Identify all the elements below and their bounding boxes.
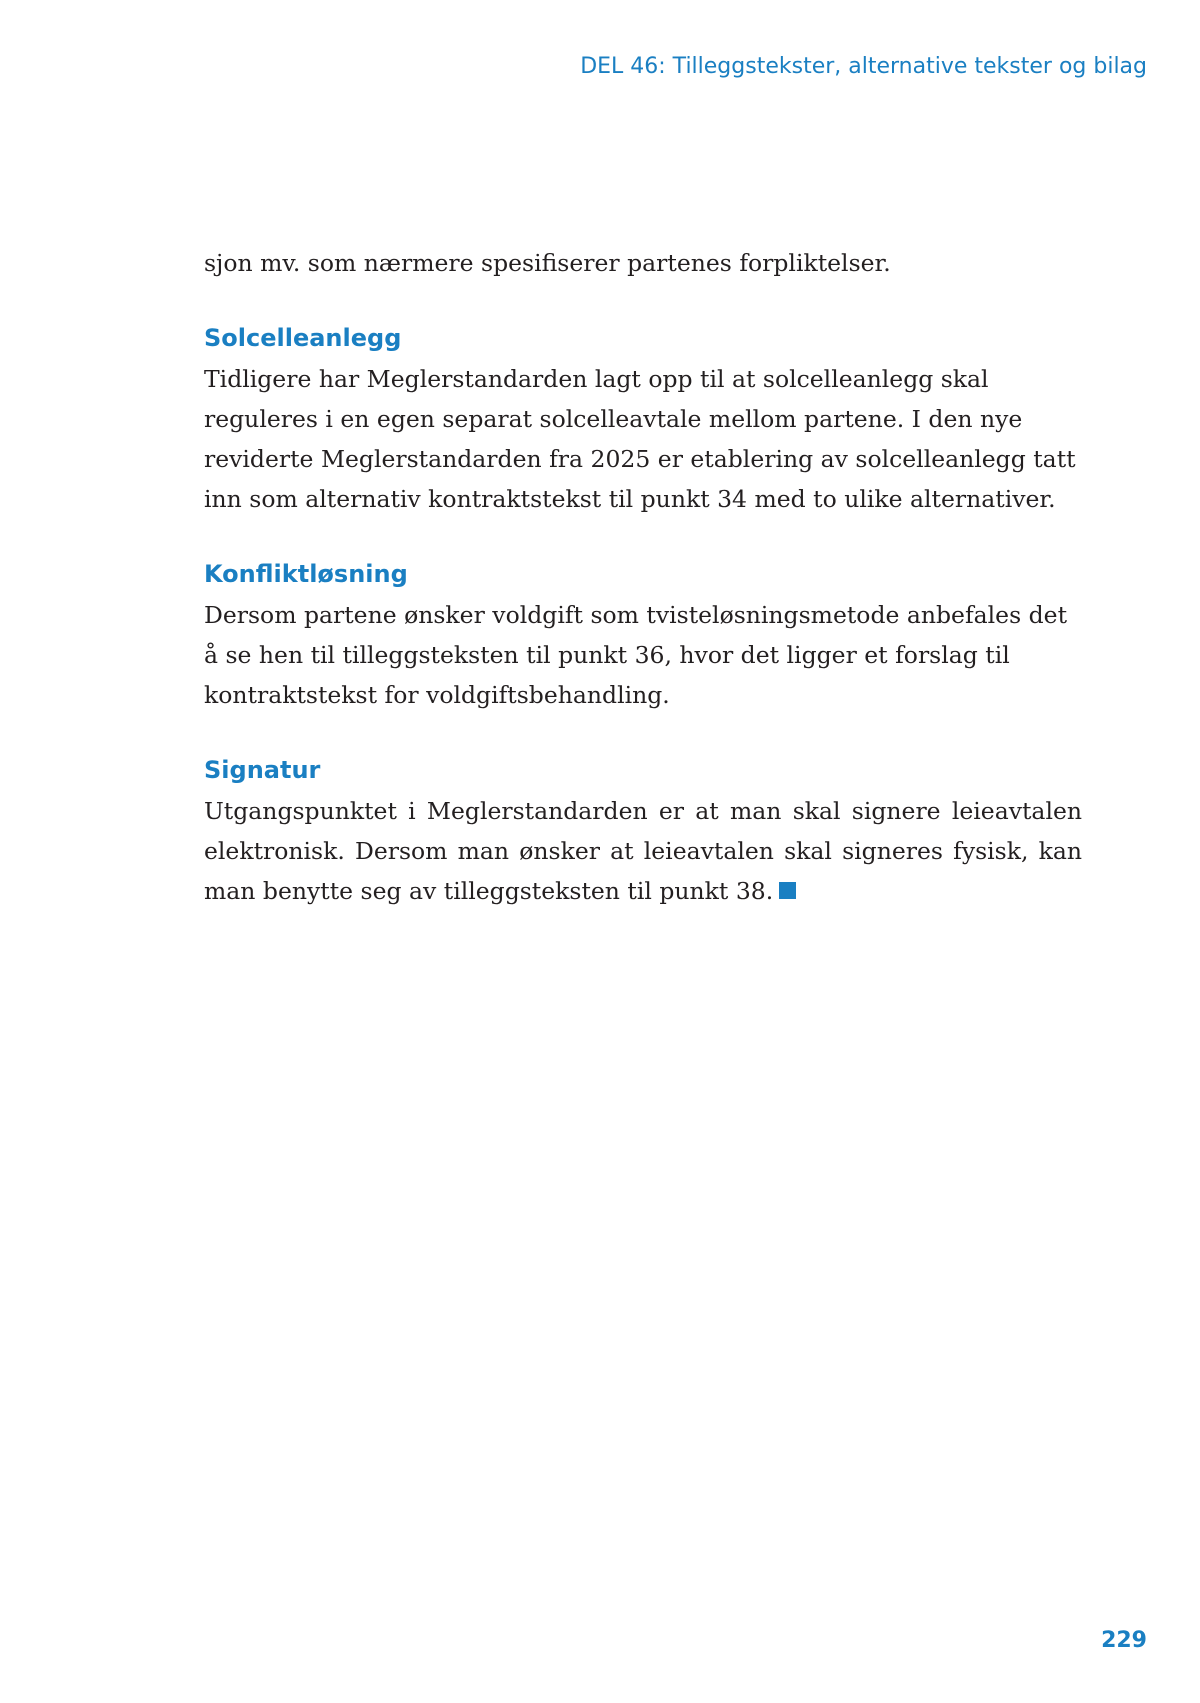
section-heading: Signatur — [204, 756, 321, 784]
page-content — [204, 243, 1082, 949]
running-header: DEL 46: Tilleggstekster, alternative tekster og bilag — [580, 54, 1147, 79]
section-konfliktlosning — [204, 557, 1082, 715]
page-number: 229 — [1101, 1628, 1147, 1653]
section-paragraph: Dersom partene ønsker voldgift som tvisteløsningsmetode anbefales det å se hen til tilleggsteksten til punkt 36, hvor det ligger et forslag til kontraktstekst for voldgiftsbehandling. — [204, 601, 1068, 709]
square-end-marker-icon — [779, 882, 796, 899]
section-solcelleanlegg — [204, 321, 1082, 519]
section-paragraph — [204, 791, 1082, 911]
section-heading: Solcelleanlegg — [204, 324, 402, 352]
signatur-text: Utgangspunktet i Meglerstandarden er at man skal signere leieavtalen elektronisk. Dersom man ønsker at leieavtalen skal signeres fysisk, kan man benytte seg av tilleggsteksten til punkt 38. — [204, 797, 1082, 905]
section-signatur — [204, 753, 1082, 911]
section-paragraph: Tidligere har Meglerstandarden lagt opp til at solcelleanlegg skal reguleres i en egen separat solcelleavtale mellom partene. I den nye reviderte Meglerstandarden fra 2025 er etablering av solcelleanlegg tatt inn som alternativ kontraktstekst til punkt 34 med to ulike alternativer. — [204, 365, 1076, 513]
continued-paragraph: sjon mv. som nærmere spesifiserer partenes forpliktelser. — [204, 249, 891, 277]
section-heading: Konfliktløsning — [204, 560, 408, 588]
